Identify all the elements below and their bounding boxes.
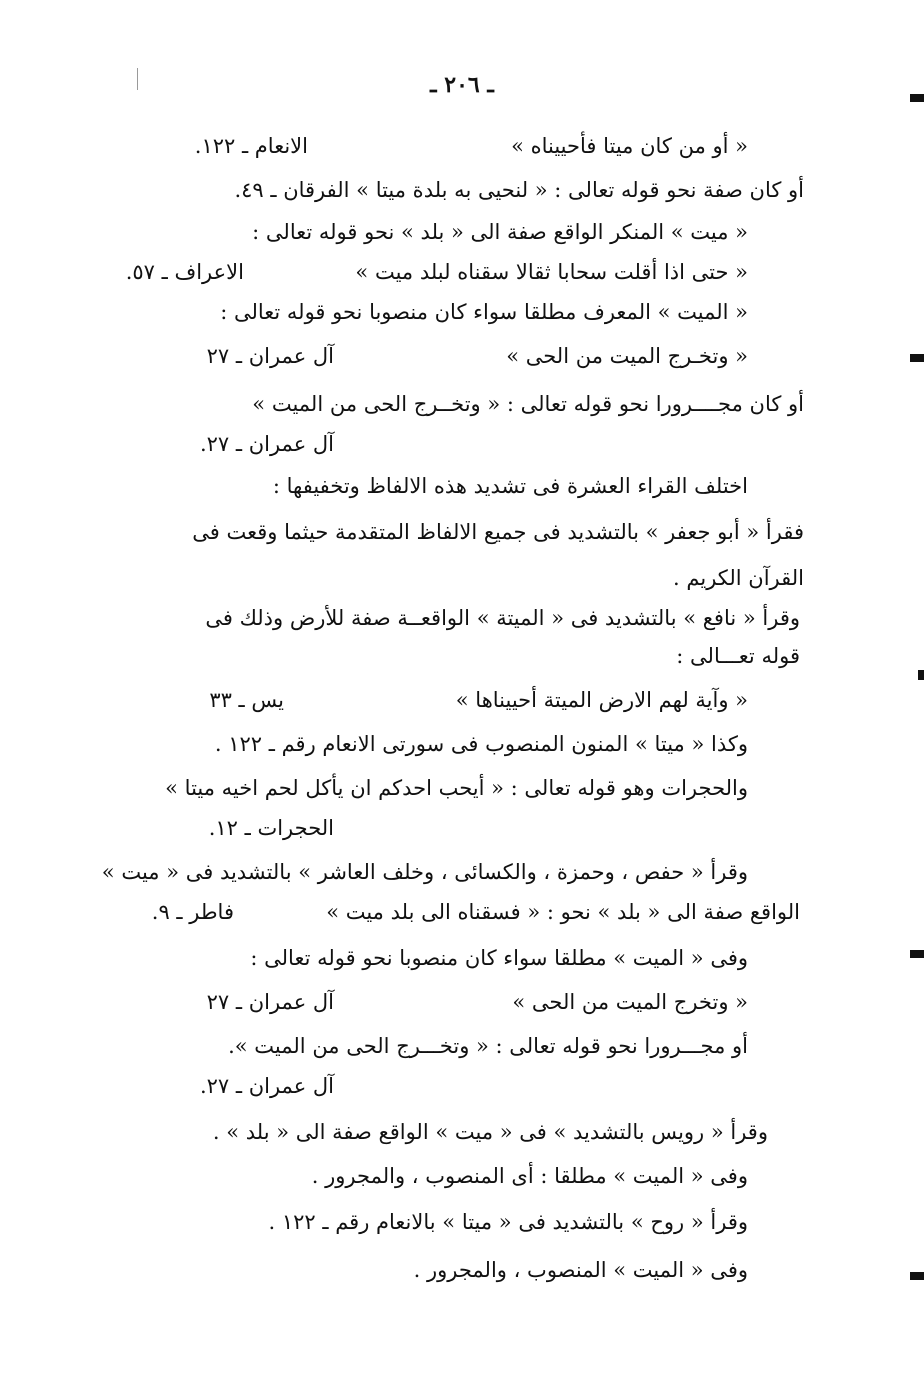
- text-line: « وتخرج الميت من الحى »: [512, 990, 748, 1014]
- text-line: « الميت » المعرف مطلقا سواء كان منصوبا نحو قوله تعالى :: [220, 300, 748, 324]
- scan-edge-mark: [910, 1272, 924, 1280]
- verse-reference: آل عمران ـ ٢٧.: [199, 432, 334, 456]
- text-line: « وآية لهم الارض الميتة أحييناها »: [455, 688, 748, 712]
- text-line: اختلف القراء العشرة فى تشديد هذه الالفاظ وتخفيفها :: [272, 474, 748, 498]
- text-line: وقرأ « نافع » بالتشديد فى « الميتة » الواقعــة صفة للأرض وذلك فى: [205, 606, 800, 630]
- verse-reference: يس ـ ٣٣: [209, 688, 284, 712]
- verse-reference: آل عمران ـ ٢٧: [206, 990, 334, 1014]
- text-line: وقرأ « روح » بالتشديد فى « ميتا » بالانعام رقم ـ ١٢٢ .: [268, 1210, 748, 1234]
- text-line: فقرأ « أبو جعفر » بالتشديد فى جميع الالفاظ المتقدمة حيثما وقعت فى: [192, 520, 804, 544]
- scan-edge-mark: [918, 670, 924, 680]
- verse-reference: الاعراف ـ ٥٧.: [125, 260, 244, 284]
- text-line: قوله تعـــالى :: [676, 644, 800, 668]
- text-line: وفى « الميت » مطلقا سواء كان منصوبا نحو قوله تعالى :: [250, 946, 748, 970]
- text-line: « ميت » المنكر الواقع صفة الى « بلد » نحو قوله تعالى :: [252, 220, 748, 244]
- text-line: « حتى اذا أقلت سحابا ثقالا سقناه لبلد ميت »: [355, 260, 748, 284]
- text-line: والحجرات وهو قوله تعالى : « أيحب احدكم ان يأكل لحم اخيه ميتا »: [165, 776, 748, 800]
- text-line: وفى « الميت » مطلقا : أى المنصوب ، والمجرور .: [311, 1164, 748, 1188]
- scan-edge-mark: [910, 354, 924, 362]
- text-line: وقرأ « حفص ، وحمزة ، والكسائى ، وخلف العاشر » بالتشديد فى « ميت »: [101, 860, 748, 884]
- verse-reference: آل عمران ـ ٢٧: [206, 344, 334, 368]
- verse-reference: الانعام ـ ١٢٢.: [194, 134, 308, 158]
- verse-reference: الحجرات ـ ١٢.: [208, 816, 334, 840]
- page-number: ـ ٢٠٦ ـ: [430, 72, 494, 98]
- scan-edge-mark: [910, 950, 924, 958]
- text-line: القرآن الكريم .: [673, 566, 804, 590]
- text-line: وقرأ « رويس بالتشديد » فى « ميت » الواقع صفة الى « بلد » .: [212, 1120, 768, 1144]
- text-line: وكذا « ميتا » المنون المنصوب فى سورتى الانعام رقم ـ ١٢٢ .: [214, 732, 748, 756]
- verse-reference: آل عمران ـ ٢٧.: [199, 1074, 334, 1098]
- text-line: وفى « الميت » المنصوب ، والمجرور .: [413, 1258, 748, 1282]
- verse-reference: فاطر ـ ٩.: [151, 900, 234, 924]
- text-line: الواقع صفة الى « بلد » نحو : « فسقناه الى بلد ميت »: [326, 900, 800, 924]
- text-line: « أو من كان ميتا فأحييناه »: [511, 134, 748, 158]
- text-line: « وتخـرج الميت من الحى »: [506, 344, 748, 368]
- scan-edge-mark: [910, 94, 924, 102]
- text-line: أو كان مجــــرورا نحو قوله تعالى : « وتخــرج الحى من الميت »: [252, 392, 804, 416]
- text-line: أو مجـــرورا نحو قوله تعالى : « وتخـــرج الحى من الميت ».: [228, 1034, 748, 1058]
- text-line: أو كان صفة نحو قوله تعالى : « لنحيى به بلدة ميتا » الفرقان ـ ٤٩.: [234, 178, 804, 202]
